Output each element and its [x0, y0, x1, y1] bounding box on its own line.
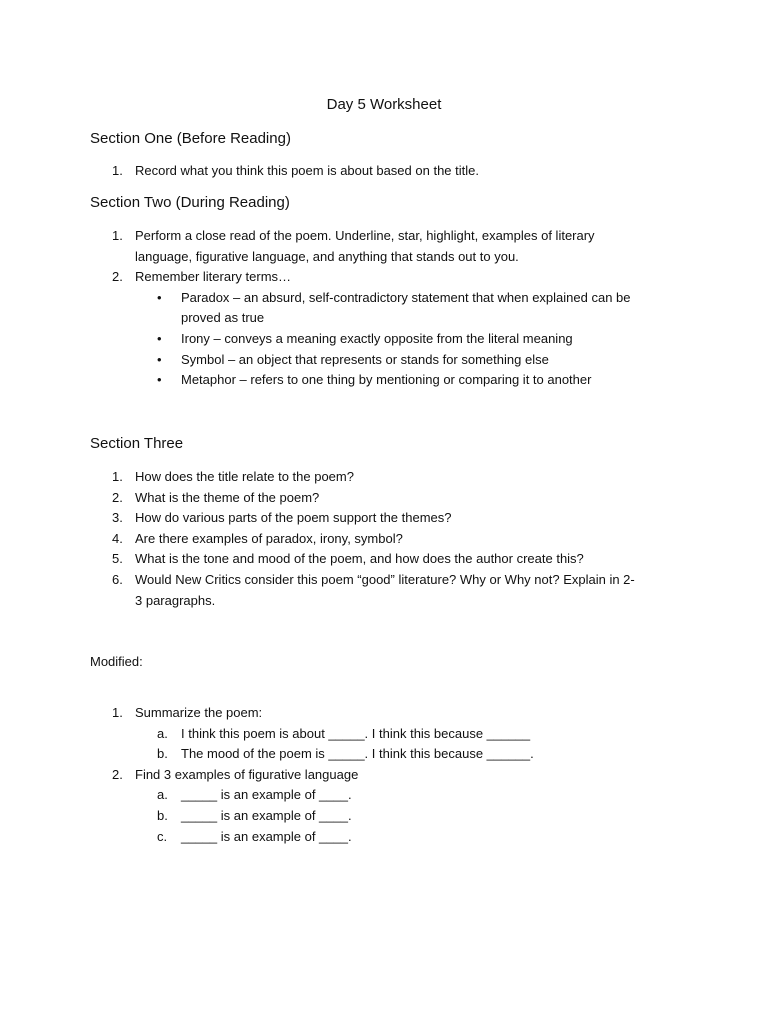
- list-item: [0, 267, 665, 288]
- sub-item-letter: b.: [157, 746, 168, 762]
- term-item-irony: [0, 329, 665, 350]
- list-item: [0, 226, 665, 267]
- sub-item: [0, 724, 665, 745]
- list-item: [0, 508, 665, 529]
- bullet-icon: •: [157, 289, 162, 305]
- item-number: 1.: [112, 469, 123, 484]
- list-item: [0, 161, 665, 182]
- section-one-list: [0, 161, 768, 182]
- bullet-icon: •: [157, 330, 162, 346]
- term-item-paradox: [0, 288, 665, 329]
- sub-item: [0, 827, 665, 848]
- sub-item-letter: c.: [157, 828, 168, 844]
- sub-item-text: _____ is an example of ____.: [181, 828, 352, 844]
- item-text: Record what you think this poem is about based on the title.: [135, 163, 479, 178]
- item-number: 1.: [112, 163, 123, 178]
- item-text: How does the title relate to the poem?: [135, 469, 354, 484]
- section-two-heading: Section Two (During Reading): [90, 194, 290, 211]
- term-text-line: proved as true: [181, 310, 265, 326]
- term-text: Irony – conveys a meaning exactly opposite from the literal meaning: [181, 330, 573, 346]
- term-item-metaphor: [0, 370, 665, 391]
- bullet-icon: •: [157, 372, 162, 388]
- item-number: 2.: [112, 489, 123, 505]
- list-item: [0, 529, 665, 550]
- bullet-icon: •: [157, 351, 162, 367]
- item-number: 1.: [112, 705, 123, 720]
- item-text: Are there examples of paradox, irony, symbol?: [135, 530, 403, 546]
- modified-label: Modified:: [90, 654, 143, 669]
- term-item-symbol: [0, 350, 665, 371]
- section-three-list: [0, 467, 768, 611]
- section-one-heading: Section One (Before Reading): [90, 130, 291, 147]
- item-text: Remember literary terms…: [135, 269, 292, 285]
- item-number: 6.: [112, 571, 123, 587]
- sub-item: [0, 744, 665, 765]
- sub-item-letter: a.: [157, 787, 168, 803]
- sub-item: [0, 785, 665, 806]
- sub-item: [0, 806, 665, 827]
- sub-item-text: The mood of the poem is _____. I think this because ______.: [181, 746, 534, 762]
- item-text: What is the tone and mood of the poem, and how does the author create this?: [135, 551, 584, 567]
- item-text-line: 3 paragraphs.: [135, 592, 216, 608]
- list-item: [0, 765, 665, 786]
- term-text: Symbol – an object that represents or stands for something else: [181, 351, 549, 367]
- item-number: 5.: [112, 551, 123, 567]
- item-number: 2.: [112, 269, 123, 285]
- term-text-line: Paradox – an absurd, self-contradictory statement that when explained can be: [181, 289, 631, 305]
- item-number: 1.: [112, 228, 123, 243]
- list-item: [0, 488, 665, 509]
- item-text-line: Perform a close read of the poem. Underline, star, highlight, examples of literary: [135, 228, 595, 243]
- list-item: [0, 467, 665, 488]
- section-two-list: [0, 226, 768, 391]
- item-number: 4.: [112, 530, 123, 546]
- sub-item-text: I think this poem is about _____. I think this because ______: [181, 725, 531, 741]
- section-three-heading: Section Three: [90, 435, 184, 452]
- item-text: How do various parts of the poem support the themes?: [135, 510, 452, 526]
- sub-item-letter: b.: [157, 807, 168, 823]
- list-item: [0, 549, 665, 570]
- sub-item-text: _____ is an example of ____.: [181, 807, 352, 823]
- sub-item-text: _____ is an example of ____.: [181, 787, 352, 803]
- item-text: Find 3 examples of figurative language: [135, 766, 359, 782]
- item-text: Summarize the poem:: [135, 705, 263, 720]
- item-text-line: language, figurative language, and anything that stands out to you.: [135, 248, 519, 264]
- page-title: Day 5 Worksheet: [326, 96, 442, 113]
- list-item: [0, 703, 665, 724]
- item-text-line: Would New Critics consider this poem “good” literature? Why or Why not? Explain in 2-: [135, 571, 635, 587]
- item-number: 3.: [112, 510, 123, 526]
- sub-item-letter: a.: [157, 725, 168, 741]
- modified-list: [0, 703, 768, 847]
- item-number: 2.: [112, 766, 123, 782]
- list-item: [0, 570, 665, 611]
- item-text: What is the theme of the poem?: [135, 489, 320, 505]
- term-text: Metaphor – refers to one thing by mentioning or comparing it to another: [181, 372, 592, 388]
